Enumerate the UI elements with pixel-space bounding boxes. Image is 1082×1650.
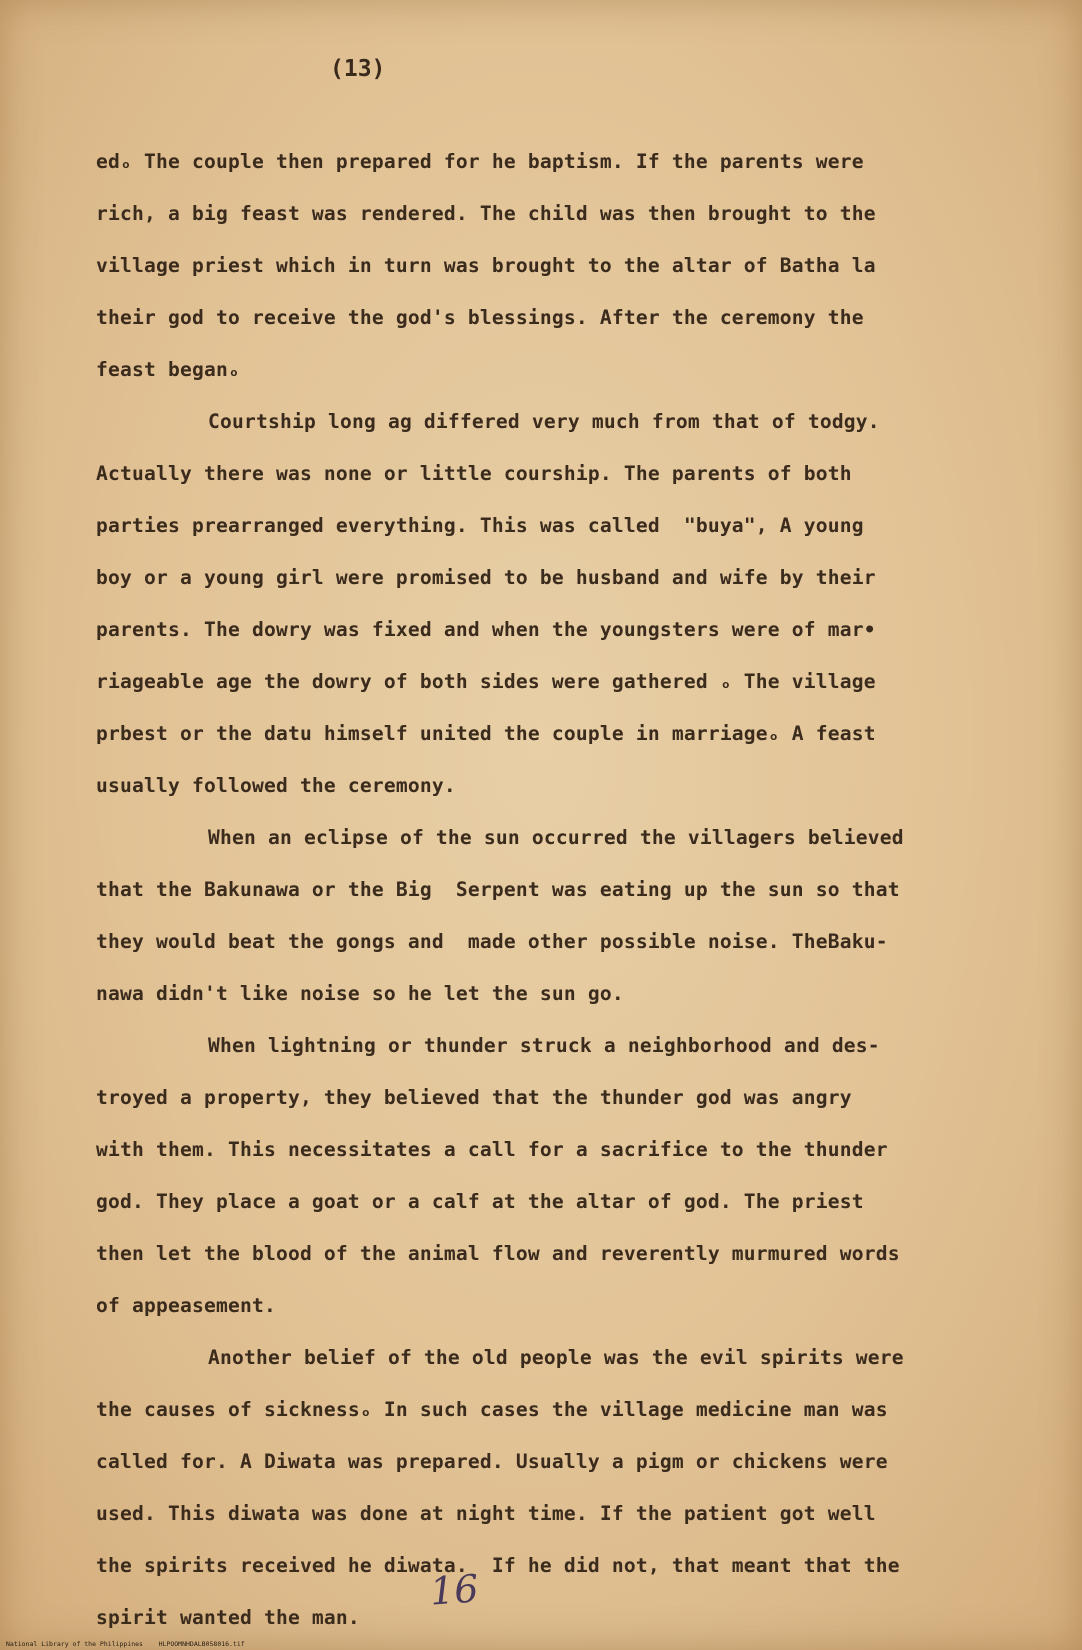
text-line: When lightning or thunder struck a neighborhood and des- <box>208 1034 880 1057</box>
text-line: parents. The dowry was fixed and when the youngsters were of mar• <box>96 618 876 641</box>
text-line: Actually there was none or little courship. The parents of both <box>96 462 852 485</box>
text-line: boy or a young girl were promised to be husband and wife by their <box>96 566 876 589</box>
text-line: parties prearranged everything. This was called "buya", A young <box>96 514 864 537</box>
text-line: the spirits received he diwata. If he did not, that meant that the <box>96 1554 900 1577</box>
text-line: riageable age the dowry of both sides were gathered ₒ The village <box>96 670 876 693</box>
paragraph <box>96 1332 976 1644</box>
text-line: nawa didn't like noise so he let the sun go. <box>96 982 624 1005</box>
text-line: called for. A Diwata was prepared. Usually a pigm or chickens were <box>96 1450 888 1473</box>
text-line: rich, a big feast was rendered. The child was then brought to the <box>96 202 876 225</box>
text-line: prbest or the datu himself united the couple in marriageₒ A feast <box>96 722 876 745</box>
paragraph <box>96 396 976 812</box>
text-line: used. This diwata was done at night time. If the patient got well <box>96 1502 876 1525</box>
text-line: that the Bakunawa or the Big Serpent was eating up the sun so that <box>96 878 900 901</box>
paragraph <box>96 812 976 1020</box>
handwritten-page-number: 16 <box>428 1566 480 1614</box>
text-line: spirit wanted the man. <box>96 1606 360 1629</box>
paragraph <box>96 1020 976 1332</box>
paragraph <box>96 136 976 396</box>
text-line: Courtship long ag differed very much from that of todgy. <box>208 410 880 433</box>
text-line: of appeasement. <box>96 1294 276 1317</box>
text-line: usually followed the ceremony. <box>96 774 456 797</box>
document-body <box>96 136 976 1644</box>
archive-caption: National Library of the Philippines HLPOOMNHDALB058016.tif <box>6 1640 245 1648</box>
text-line: god. They place a goat or a calf at the altar of god. The priest <box>96 1190 864 1213</box>
text-line: their god to receive the god's blessings. After the ceremony the <box>96 306 864 329</box>
text-line: then let the blood of the animal flow and reverently murmured words <box>96 1242 900 1265</box>
page-number: (13) <box>330 56 386 82</box>
text-line: they would beat the gongs and made other possible noise. TheBaku- <box>96 930 888 953</box>
text-line: When an eclipse of the sun occurred the villagers believed <box>208 826 904 849</box>
text-line: village priest which in turn was brought to the altar of Batha la <box>96 254 876 277</box>
text-line: the causes of sicknessₒ In such cases the village medicine man was <box>96 1398 888 1421</box>
text-line: with them. This necessitates a call for a sacrifice to the thunder <box>96 1138 888 1161</box>
text-line: troyed a property, they believed that the thunder god was angry <box>96 1086 852 1109</box>
text-line: Another belief of the old people was the evil spirits were <box>208 1346 904 1369</box>
text-line: edₒ The couple then prepared for he baptism. If the parents were <box>96 150 864 173</box>
text-line: feast beganₒ <box>96 358 240 381</box>
